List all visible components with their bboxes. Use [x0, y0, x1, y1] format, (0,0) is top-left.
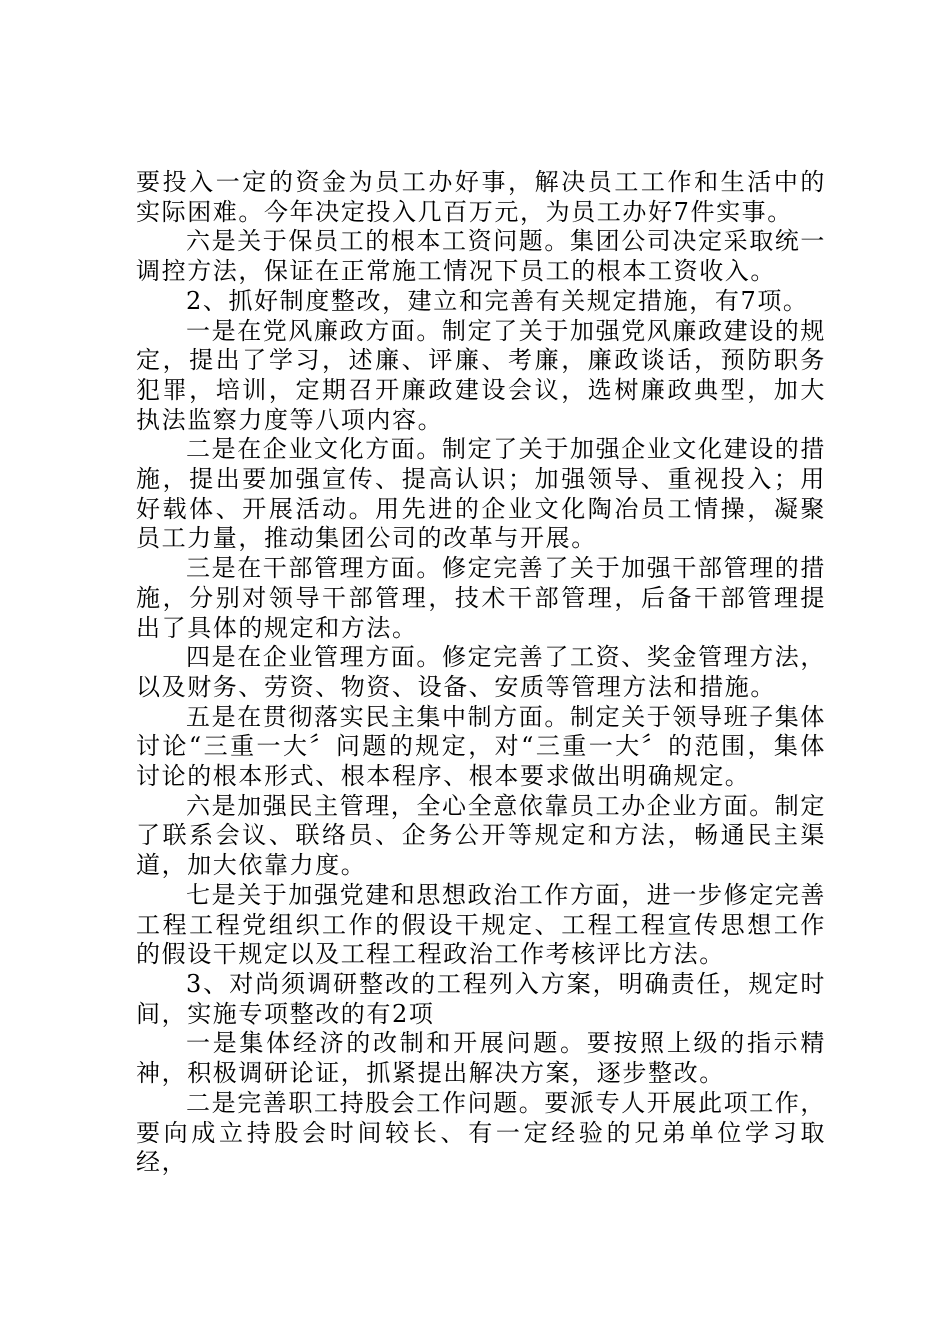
paragraph: 六是加强民主管理，全心全意依靠员工办企业方面。制定了联系会议、联络员、企务公开等规定和方法，畅通民主渠道，加大依靠力度。	[136, 791, 826, 880]
section-heading: 3、对尚须调研整改的工程列入方案，明确责任，规定时间，实施专项整改的有2项	[136, 969, 826, 1028]
paragraph: 要投入一定的资金为员工办好事，解决员工工作和生活中的实际困难。今年决定投入几百万元，为员工办好7件实事。	[136, 168, 826, 226]
paragraph: 三是在干部管理方面。修定完善了关于加强干部管理的措施，分别对领导干部管理，技术干部管理，后备干部管理提出了具体的规定和方法。	[136, 554, 826, 642]
paragraph: 七是关于加强党建和思想政治工作方面，进一步修定完善工程工程党组织工作的假设干规定、工程工程宣传思想工作的假设干规定以及工程工程政治工作考核评比方法。	[136, 880, 826, 969]
paragraph: 六是关于保员工的根本工资问题。集团公司决定采取统一调控方法，保证在正常施工情况下员工的根本工资收入。	[136, 227, 826, 286]
paragraph: 四是在企业管理方面。修定完善了工资、奖金管理方法，以及财务、劳资、物资、设备、安质等管理方法和措施。	[136, 643, 826, 701]
section-heading: 2、抓好制度整改，建立和完善有关规定措施，有7项。	[186, 286, 809, 315]
paragraph: 一是集体经济的改制和开展问题。要按照上级的指示精神，积极调研论证，抓紧提出解决方案，逐步整改。	[136, 1029, 826, 1088]
paragraph: 五是在贯彻落实民主集中制方面。制定关于领导班子集体讨论“三重一大〞问题的规定，对“三重一大〞的范围，集体讨论的根本形式、根本程序、根本要求做出明确规定。	[136, 702, 826, 791]
document-body	[136, 168, 826, 1178]
paragraph: 一是在党风廉政方面。制定了关于加强党风廉政建设的规定，提出了学习，述廉、评廉、考廉，廉政谈话，预防职务犯罪，培训，定期召开廉政建设会议，选树廉政典型，加大执法监察力度等八项内容。	[136, 316, 826, 434]
paragraph: 二是在企业文化方面。制定了关于加强企业文化建设的措施，提出要加强宣传、提高认识；加强领导、重视投入；用好载体、开展活动。用先进的企业文化陶冶员工情操，凝聚员工力量，推动集团公司的改革与开展。	[136, 435, 826, 553]
paragraph: 二是完善职工持股会工作问题。要派专人开展此项工作，要向成立持股会时间较长、有一定经验的兄弟单位学习取经，	[136, 1088, 826, 1177]
